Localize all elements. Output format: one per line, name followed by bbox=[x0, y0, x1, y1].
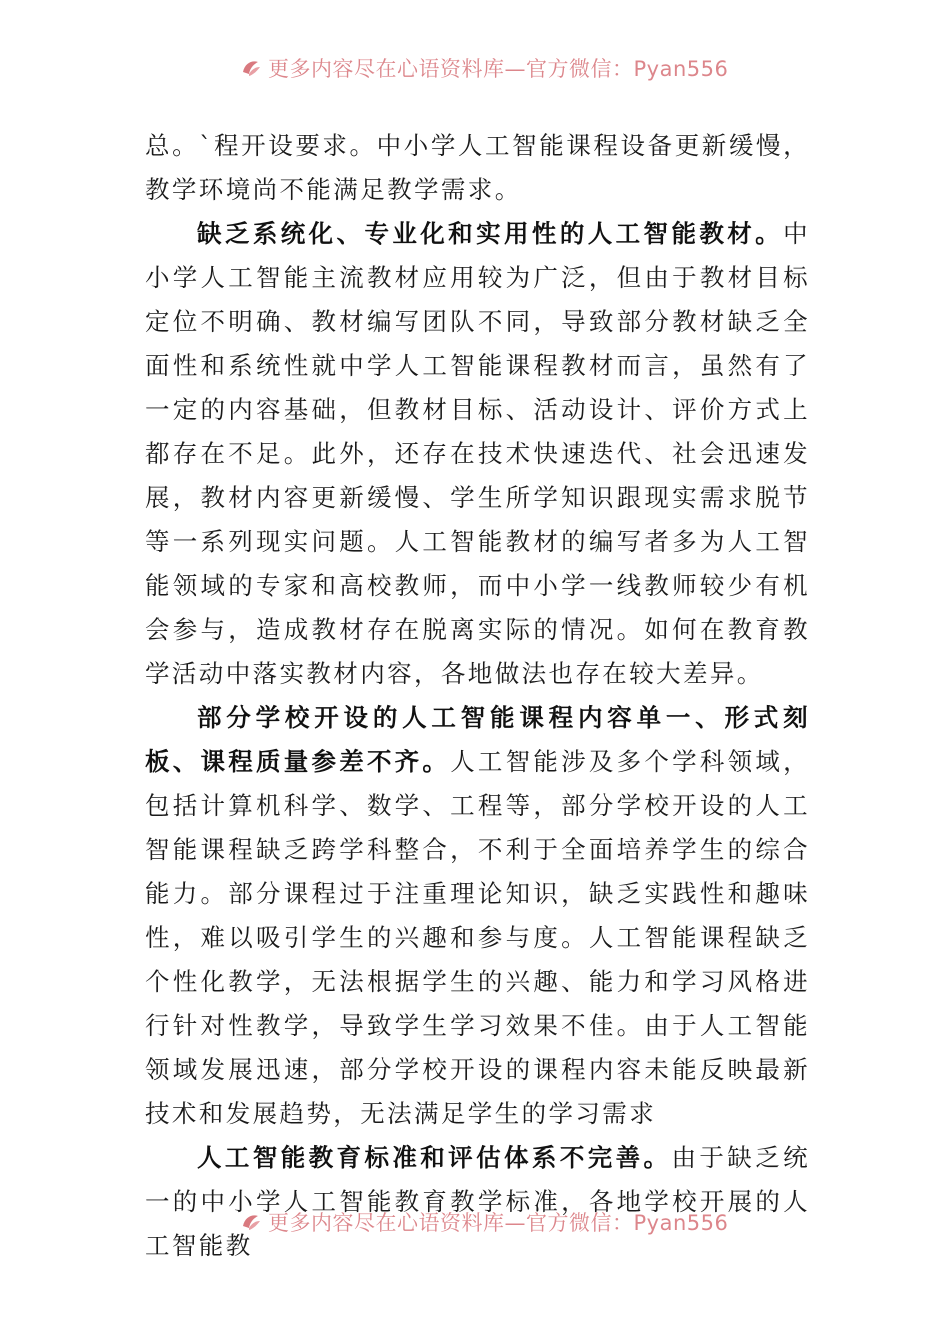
paragraph-3 bbox=[145, 696, 810, 1136]
paragraph-body: 人工智能涉及多个学科领域，包括计算机科学、数学、工程等，部分学校开设的人工智能课程缺乏跨学科整合，不利于全面培养学生的综合能力。部分课程过于注重理论知识，缺乏实践性和趣味性，难以吸引学生的兴趣和参与度。人工智能课程缺乏个性化教学，无法根据学生的兴趣、能力和学习风格进行针对性教学，导致学生学习效果不佳。由于人工智能领域发展迅速，部分学校开设的课程内容未能反映最新技术和发展趋势，无法满足学生的学习需求 bbox=[145, 747, 811, 1128]
brand-logo-icon bbox=[240, 57, 262, 79]
paragraph-4 bbox=[145, 1136, 810, 1268]
paragraph-body: 中小学人工智能主流教材应用较为广泛，但由于教材目标定位不明确、教材编写团队不同，导致部分教材缺乏全面性和系统性就中学人工智能课程教材而言，虽然有了一定的内容基础，但教材目标、活动设计、评价方式上都存在不足。此外，还存在技术快速迭代、社会迅速发展，教材内容更新缓慢、学生所学知识跟现实需求脱节等一系列现实问题。人工智能教材的编写者多为人工智能领域的专家和高校教师，而中小学一线教师较少有机会参与，造成教材存在脱离实际的情况。如何在教育教学活动中落实教材内容，各地做法也存在较大差异。 bbox=[145, 219, 810, 688]
paragraph-1 bbox=[145, 124, 810, 212]
paragraph-heading: 部分学校开设的人工智能课程内容单一、形式刻板、课程质量参差不齐。 bbox=[145, 703, 810, 776]
paragraph-body: 总。`程开设要求。中小学人工智能课程设备更新缓慢，教学环境尚不能满足教学需求。 bbox=[145, 131, 810, 204]
paragraph-2 bbox=[145, 212, 810, 696]
brand-logo-icon bbox=[240, 1211, 262, 1233]
paragraph-heading: 人工智能教育标准和评估体系不完善。 bbox=[197, 1143, 672, 1172]
footer-watermark bbox=[240, 1210, 760, 1236]
paragraph-body: 由于缺乏统一的中小学人工智能教育教学标准，各地学校开展的人工智能教 bbox=[145, 1143, 810, 1260]
watermark-text: 更多内容尽在心语资料库—官方微信：Pyan556 bbox=[268, 57, 729, 81]
document-body bbox=[145, 124, 810, 1268]
header-watermark bbox=[240, 56, 760, 82]
watermark-text: 更多内容尽在心语资料库—官方微信：Pyan556 bbox=[268, 1211, 729, 1235]
paragraph-heading: 缺乏系统化、专业化和实用性的人工智能教材。 bbox=[197, 219, 784, 248]
